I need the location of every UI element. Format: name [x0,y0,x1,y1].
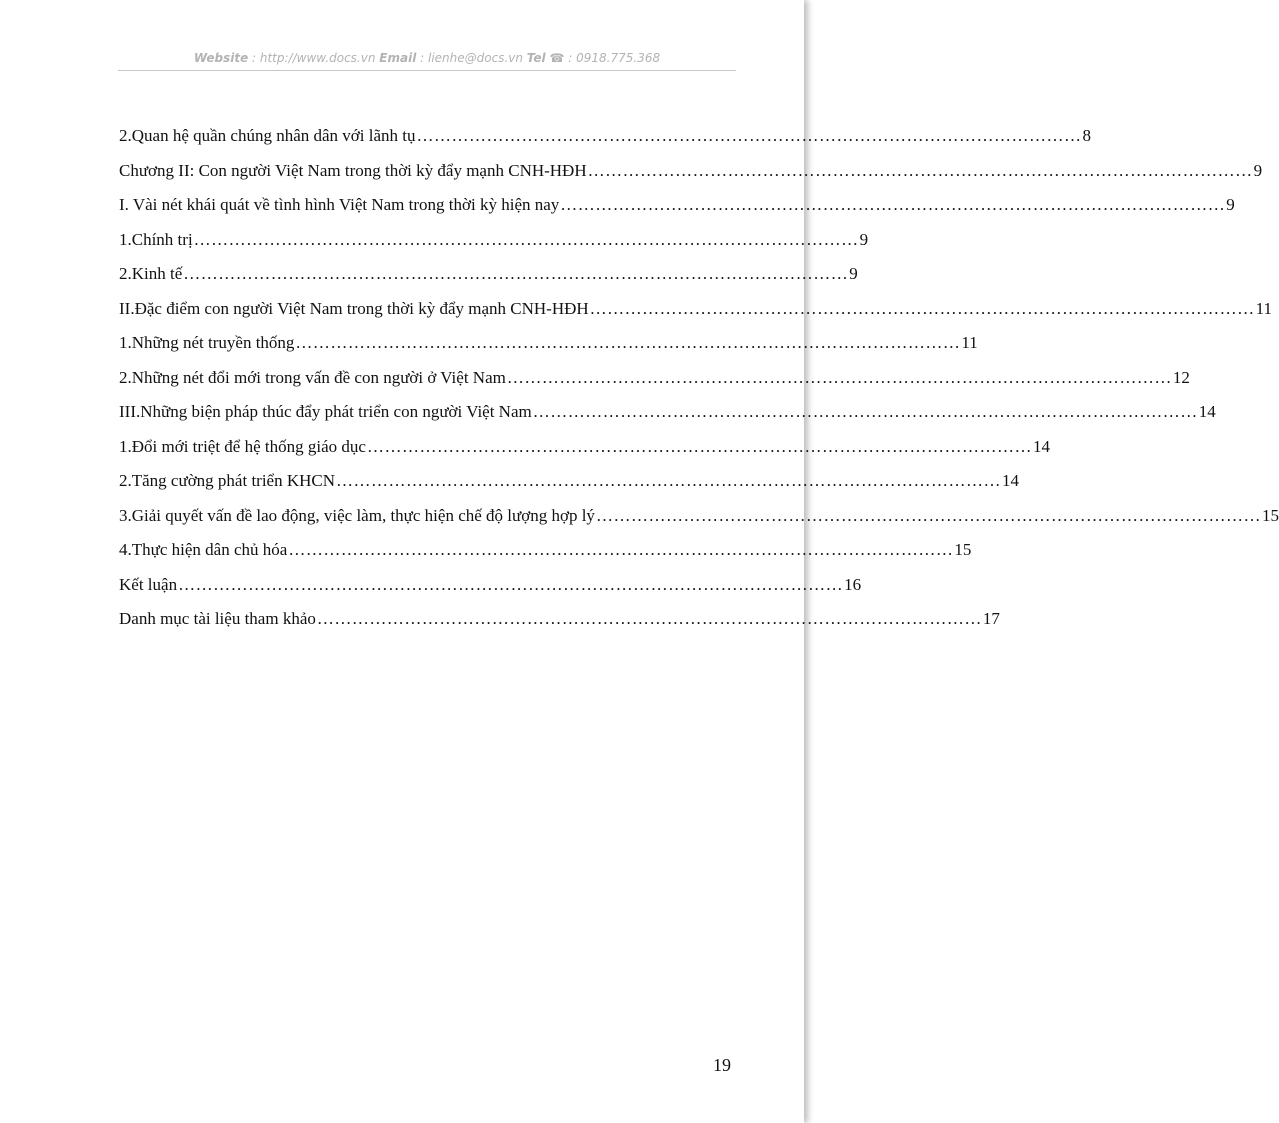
toc-entry [119,540,972,575]
toc-entry-title: 4.Thực hiện dân chủ hóa [119,540,288,559]
toc-dot-leader: …………………………………………………………………………………………………… [416,126,1082,145]
toc-entry-title: 1.Những nét truyền thống [119,333,295,352]
toc-dot-leader: …………………………………………………………………………………………………… [193,229,859,249]
toc-dot-leader: …………………………………………………………………………………………………… [532,402,1198,421]
toc-dot-leader: …………………………………………………………………………………………………… [288,540,954,559]
email-label: Email [379,51,417,65]
toc-entry [119,195,1235,230]
toc-entry-page: 9 [1226,195,1235,214]
toc-entry [119,160,1263,196]
toc-entry [119,436,1050,472]
toc-entry-page: 9 [1253,160,1263,180]
toc-dot-leader: …………………………………………………………………………………………………… [316,609,982,628]
toc-dot-leader: …………………………………………………………………………………………………… [506,367,1172,387]
toc-entry [119,505,1279,541]
toc-entry-page: 12 [1172,367,1190,387]
toc-entry-page: 9 [859,229,869,249]
website-value: : http://www.docs.vn [248,51,380,65]
toc-dot-leader: …………………………………………………………………………………………………… [587,160,1253,180]
toc-entry-page: 14 [1032,436,1050,456]
toc-entry-title: II.Đặc điểm con người Việt Nam trong thời kỳ đẩy mạnh CNH-HĐH [119,298,589,318]
toc-entry-page: 15 [1261,505,1279,525]
toc-entry [119,264,858,299]
toc-entry-title: Chương II: Con người Việt Nam trong thời kỳ đẩy mạnh CNH-HĐH [119,160,587,180]
toc-entry-page: 15 [954,540,972,559]
toc-entry [119,298,1273,334]
tel-value: : 0918.775.368 [564,51,661,65]
toc-entry [119,609,1000,644]
toc-entry-title: 1.Chính trị [119,229,193,249]
toc-entry-title: Kết luận [119,574,178,594]
header-divider [118,70,736,71]
toc-entry-page: 14 [1198,402,1216,421]
toc-dot-leader: …………………………………………………………………………………………………… [595,505,1261,525]
toc-entry-title: 1.Đổi mới triệt để hệ thống giáo dục [119,436,366,456]
toc-entry-page: 14 [1002,471,1020,490]
toc-dot-leader: …………………………………………………………………………………………………… [336,471,1002,490]
toc-entry [119,402,1216,437]
toc-entry-page: 8 [1082,126,1092,145]
toc-entry-title: 3.Giải quyết vấn đề lao động, việc làm, thực hiện chế độ lượng hợp lý [119,505,595,525]
toc-entry [119,126,1092,161]
phone-icon: ☎ [549,51,565,65]
toc-entry [119,229,869,265]
toc-entry-title: III.Những biện pháp thúc đẩy phát triển con người Việt Nam [119,402,532,421]
toc-entry-page: 11 [961,333,978,352]
toc-dot-leader: …………………………………………………………………………………………………… [178,574,844,594]
email-value: : lienhe@docs.vn [416,51,527,65]
toc-entry-page: 16 [844,574,862,594]
toc-entry-title: 2.Kinh tế [119,264,183,283]
website-label: Website [193,51,249,65]
toc-entry-title: 2.Những nét đổi mới trong vấn đề con người ở Việt Nam [119,367,506,387]
toc-entry [119,574,862,610]
toc-entry [119,333,978,368]
toc-entry-page: 17 [982,609,1000,628]
toc-entry-title: I. Vài nét khái quát về tình hình Việt Nam trong thời kỳ hiện nay [119,195,560,214]
toc-dot-leader: …………………………………………………………………………………………………… [366,436,1032,456]
toc-entry-page: 9 [849,264,858,283]
toc-dot-leader: …………………………………………………………………………………………………… [560,195,1226,214]
toc-dot-leader: …………………………………………………………………………………………………… [183,264,849,283]
toc-dot-leader: …………………………………………………………………………………………………… [295,333,961,352]
toc-entry-title: 2.Quan hệ quần chúng nhân dân với lãnh tụ [119,126,416,145]
page-header [118,51,736,65]
toc-entry-title: 2.Tăng cường phát triển KHCN [119,471,336,490]
toc-entry [119,471,1020,506]
toc-dot-leader: …………………………………………………………………………………………………… [589,298,1255,318]
toc-entry [119,367,1190,403]
tel-label: Tel [526,51,546,65]
toc-entry-title: Danh mục tài liệu tham khảo [119,609,316,628]
table-of-contents [119,126,1279,644]
page-number: 19 [713,1055,731,1075]
toc-entry-page: 11 [1255,298,1273,318]
